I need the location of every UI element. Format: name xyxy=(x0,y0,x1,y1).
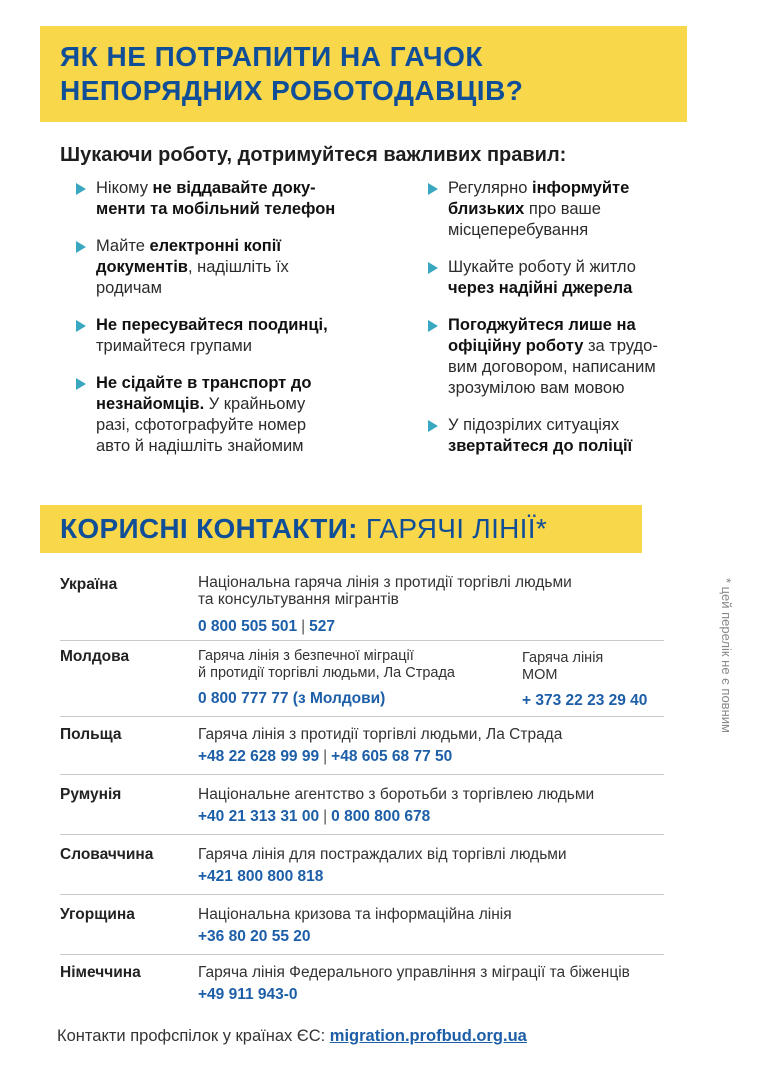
tips-left-column xyxy=(76,178,401,473)
title-banner xyxy=(40,26,687,122)
page-title-line2: НЕПОРЯДНИХ РОБОТОДАВЦІВ? xyxy=(60,75,524,106)
contact-row-romania xyxy=(60,774,664,835)
contact-row-slovakia xyxy=(60,834,664,895)
arrow-bullet-icon xyxy=(76,183,86,195)
phone-number[interactable]: 527 xyxy=(309,618,336,635)
country-name: Румунія xyxy=(60,786,122,803)
contact-row-germany xyxy=(60,954,664,1012)
tip-item: Майте електронні копії документів, надішліть їх родичам xyxy=(76,236,401,299)
hotline-phones xyxy=(198,986,298,1004)
tip-item: Шукайте роботу й житло через надійні джерела xyxy=(428,257,718,299)
footer-text: Контакти профспілок у країнах ЄС: xyxy=(57,1027,330,1045)
footer-link[interactable]: migration.profbud.org.ua xyxy=(329,1027,527,1045)
arrow-bullet-icon xyxy=(428,183,438,195)
country-name: Польща xyxy=(60,726,122,743)
tip-item: Нікому не віддавайте доку- менти та мобільний телефон xyxy=(76,178,401,220)
hotline-description: Гаряча лінія з безпечної міграції й протидії торгівлі людьми, Ла Страда xyxy=(198,648,455,681)
hotline-description: Національна кризова та інформаційна лінія xyxy=(198,906,512,923)
tip-item: У підозрілих ситуаціях звертайтеся до поліції xyxy=(428,415,718,457)
phone-number[interactable]: +49 911 943-0 xyxy=(198,986,298,1003)
tip-item: Не пересувайтеся поодинці, тримайтеся групами xyxy=(76,315,401,357)
tips-right-column xyxy=(428,178,718,473)
phone-number[interactable]: 0 800 800 678 xyxy=(331,808,431,825)
phone-number[interactable]: +421 800 800 818 xyxy=(198,868,324,885)
phone-number[interactable]: +40 21 313 31 00 xyxy=(198,808,320,825)
hotline-description-alt: Гаряча лінія МОМ xyxy=(522,650,604,683)
hotline-phones: +40 21 313 31 00 | 0 800 800 678 xyxy=(198,808,431,825)
phone-number[interactable]: +48 605 68 77 50 xyxy=(331,748,453,765)
rules-subtitle: Шукаючи роботу, дотримуйтеся важливих правил: xyxy=(60,144,567,166)
contacts-banner xyxy=(40,505,642,553)
hotline-phones xyxy=(198,690,385,708)
country-name: Угорщина xyxy=(60,906,135,923)
tip-item: Не сідайте в транспорт до незнайомців. У крайньому разі, сфотографуйте номер авто й надішліть знайомим xyxy=(76,373,401,457)
hotline-description: Національне агентство з боротьби з торгівлею людьми xyxy=(198,786,595,803)
contact-row-moldova xyxy=(60,640,664,717)
contact-row-hungary xyxy=(60,894,664,955)
hotline-description: Національна гаряча лінія з протидії торгівлі людьми та консультування мігрантів xyxy=(198,574,572,608)
phone-number[interactable]: 0 800 777 77 (з Молдови) xyxy=(198,690,386,707)
hotline-description: Гаряча лінія Федерального управління з міграції та біженців xyxy=(198,964,630,981)
phone-number[interactable]: 0 800 505 501 xyxy=(198,618,298,635)
footer xyxy=(57,1027,527,1046)
page-title-line1: ЯК НЕ ПОТРАПИТИ НА ГАЧОК xyxy=(60,41,483,72)
contact-row-ukraine xyxy=(60,570,664,641)
country-name: Україна xyxy=(60,576,118,593)
hotline-phones xyxy=(198,868,323,886)
arrow-bullet-icon xyxy=(428,420,438,432)
contact-row-poland xyxy=(60,716,664,775)
phone-number[interactable]: + 373 22 23 29 40 xyxy=(522,692,648,709)
hotline-phones: +48 22 628 99 99 | +48 605 68 77 50 xyxy=(198,748,453,765)
country-name: Словаччина xyxy=(60,846,154,863)
hotline-phones: 0 800 505 501 | 527 xyxy=(198,618,336,635)
side-note: * цей перелік не є повним xyxy=(719,578,734,733)
country-name: Німеччина xyxy=(60,964,141,981)
arrow-bullet-icon xyxy=(76,378,86,390)
hotline-phones-alt xyxy=(522,692,647,710)
tip-item: Погоджуйтеся лише на офіційну роботу за трудо- вим договором, написаним зрозумілою вам мовою xyxy=(428,315,718,399)
hotline-phones xyxy=(198,928,310,946)
arrow-bullet-icon xyxy=(428,262,438,274)
phone-number[interactable]: +48 22 628 99 99 xyxy=(198,748,320,765)
phone-number[interactable]: +36 80 20 55 20 xyxy=(198,928,311,945)
tip-item: Регулярно інформуйте близьких про ваше місцеперебування xyxy=(428,178,718,241)
hotline-description: Гаряча лінія з протидії торгівлі людьми, Ла Страда xyxy=(198,726,563,743)
arrow-bullet-icon xyxy=(76,241,86,253)
contacts-title: КОРИСНІ КОНТАКТИ: ГАРЯЧІ ЛІНІЇ* xyxy=(60,513,548,544)
arrow-bullet-icon xyxy=(76,320,86,332)
hotline-description: Гаряча лінія для постраждалих від торгівлі людьми xyxy=(198,846,567,863)
arrow-bullet-icon xyxy=(428,320,438,332)
country-name: Молдова xyxy=(60,648,130,665)
